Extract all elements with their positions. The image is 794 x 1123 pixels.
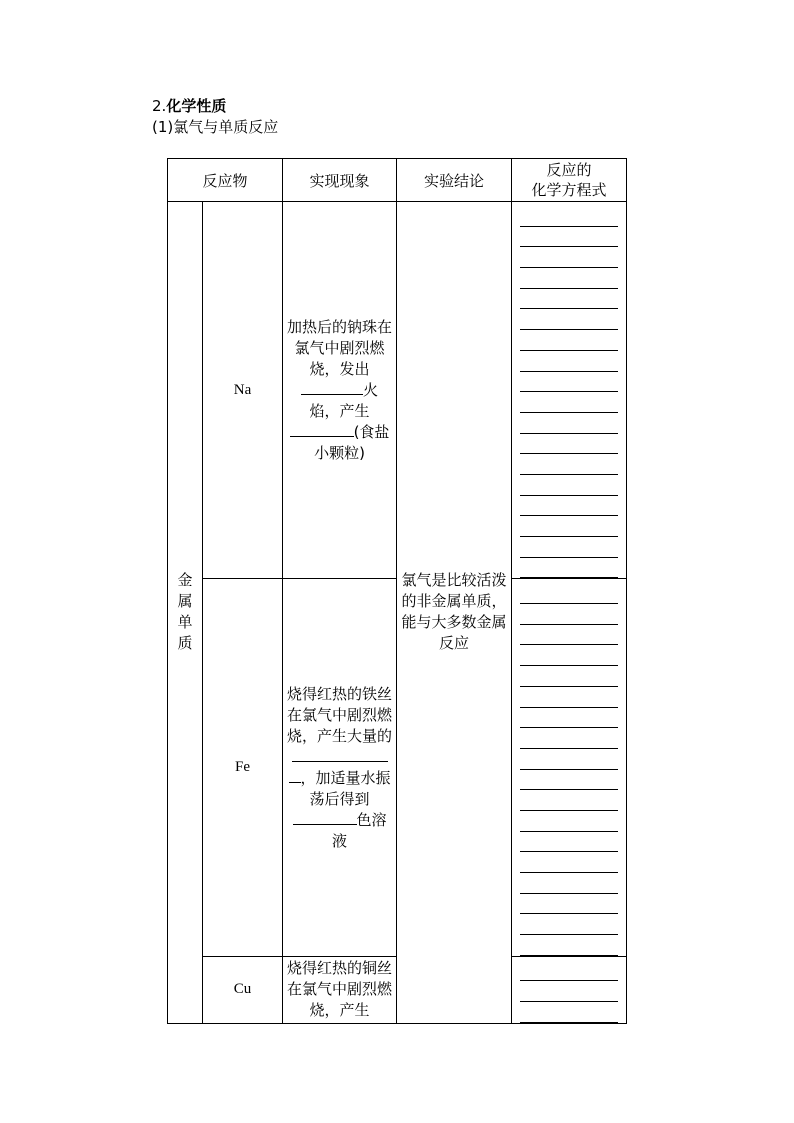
element-fe: Fe bbox=[203, 579, 283, 956]
group-label-metal-element bbox=[168, 202, 203, 1024]
fill-blank-smoke-color[interactable] bbox=[292, 747, 388, 762]
fill-blank-flame-color[interactable] bbox=[301, 380, 363, 395]
section-number: 2. bbox=[152, 97, 167, 115]
phenomenon-cu bbox=[283, 956, 397, 1023]
conclusion-text: 氯气是比较活泼的非金属单质，能与大多数金属反应 bbox=[401, 571, 507, 653]
equation-answer-area-fe[interactable] bbox=[512, 579, 627, 956]
phenomenon-fe-text-c: 色溶液 bbox=[332, 810, 387, 850]
phenomenon-na bbox=[283, 202, 397, 579]
fill-blank-product[interactable] bbox=[290, 422, 354, 437]
section-title: 化学性质 bbox=[166, 97, 227, 115]
fill-blank-smoke-color-tail[interactable] bbox=[289, 768, 301, 783]
phenomenon-na-text-c: (食盐小颗粒) bbox=[314, 422, 390, 462]
fill-blank-solution-color[interactable] bbox=[293, 810, 357, 825]
phenomenon-fe-text-a: 烧得红热的铁丝在氯气中剧烈燃烧，产生大量的 bbox=[287, 684, 393, 745]
phenomenon-na-text-b: 火焰，产生 bbox=[309, 380, 379, 420]
table-row bbox=[168, 202, 627, 579]
section-heading bbox=[152, 96, 226, 116]
group-label-char: 单 bbox=[177, 613, 193, 632]
header-equation bbox=[512, 159, 627, 202]
element-cu: Cu bbox=[203, 956, 283, 1023]
header-equation-line1: 反应的 bbox=[546, 161, 592, 179]
header-phenomenon: 实现现象 bbox=[283, 159, 397, 202]
element-na: Na bbox=[203, 202, 283, 579]
conclusion-cell bbox=[397, 202, 512, 1024]
phenomenon-cu-text: 烧得红热的铜丝在氯气中剧烈燃烧，产生 bbox=[287, 958, 393, 1019]
header-reactant: 反应物 bbox=[168, 159, 283, 202]
phenomenon-fe-text-b: ，加适量水振荡后得到 bbox=[300, 768, 391, 808]
equation-answer-area-na[interactable] bbox=[512, 202, 627, 579]
group-label-char: 金 bbox=[177, 571, 193, 590]
group-label-char: 属 bbox=[177, 592, 193, 611]
group-label-char: 质 bbox=[177, 634, 193, 653]
phenomenon-na-text-a: 加热后的钠珠在氯气中剧烈燃烧，发出 bbox=[287, 317, 393, 378]
header-row bbox=[168, 159, 627, 202]
phenomenon-fe bbox=[283, 579, 397, 956]
equation-answer-area-cu[interactable] bbox=[512, 956, 627, 1023]
section-subtitle: (1)氯气与单质反应 bbox=[152, 118, 279, 136]
header-conclusion: 实验结论 bbox=[397, 159, 512, 202]
reaction-table bbox=[167, 158, 627, 1024]
header-equation-line2: 化学方程式 bbox=[531, 181, 607, 199]
